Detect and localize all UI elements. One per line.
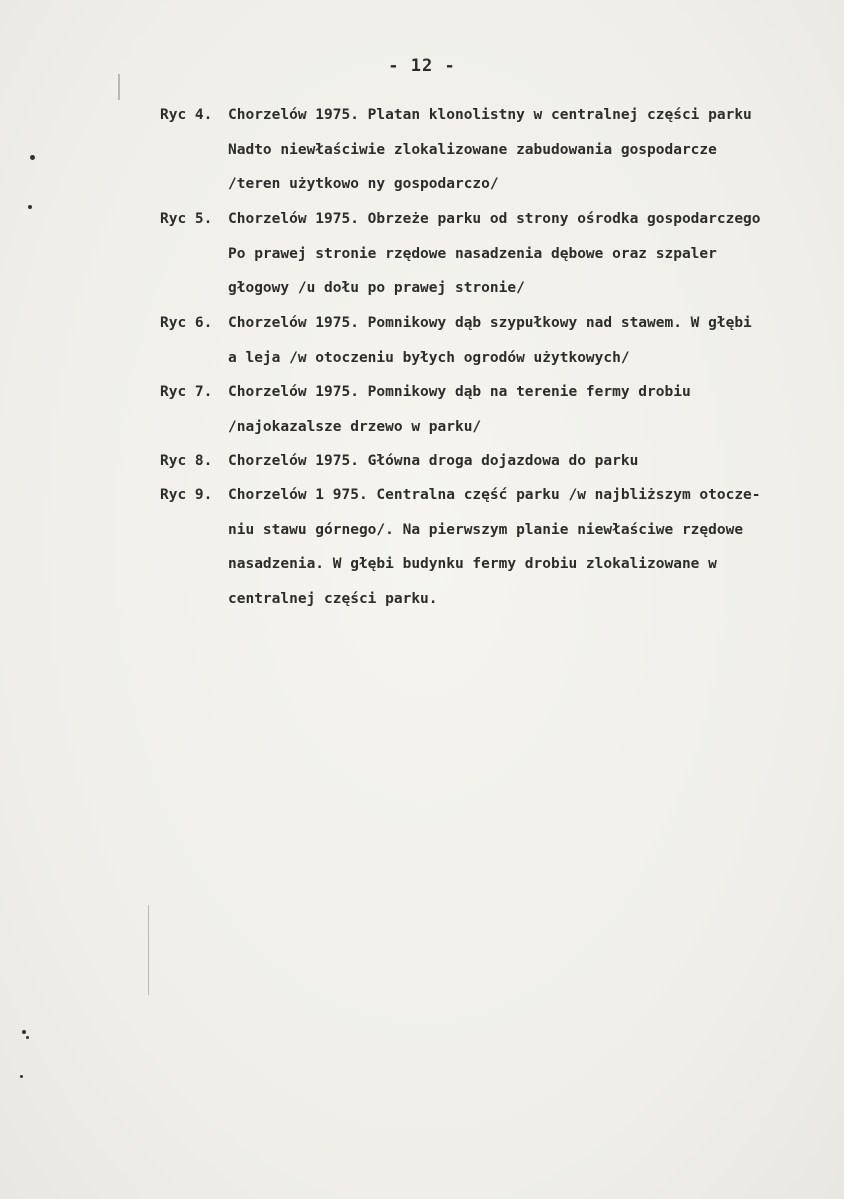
- page-number: - 12 -: [388, 56, 456, 76]
- caption-line: [160, 167, 844, 202]
- caption-line: [160, 410, 844, 445]
- caption-text: /teren użytkowo ny gospodarczo/: [228, 176, 499, 193]
- caption-line: [160, 547, 844, 582]
- caption-label: Ryc 4.: [160, 107, 213, 123]
- caption-line: [160, 202, 844, 237]
- caption-text: głogowy /u dołu po prawej stronie/: [228, 280, 525, 297]
- paper-speck: [22, 1030, 26, 1034]
- caption-entry: [160, 375, 844, 444]
- caption-text: Nadto niewłaściwie zlokalizowane zabudowania gospodarcze: [228, 141, 717, 158]
- paper-speck: [26, 1036, 29, 1039]
- caption-text: niu stawu górnego/. Na pierwszym planie niewłaściwe rzędowe: [228, 521, 744, 538]
- caption-text: a leja /w otoczeniu byłych ogrodów użytkowych/: [228, 349, 630, 366]
- caption-label: Ryc 9.: [160, 487, 213, 503]
- caption-line: [160, 306, 844, 341]
- caption-text: Chorzelów 1975. Platan klonolistny w centralnej części parku: [228, 107, 752, 123]
- caption-entry: [160, 202, 844, 306]
- paper-speck: [20, 1075, 23, 1078]
- caption-text: Po prawej stronie rzędowe nasadzenia dębowe oraz szpaler: [228, 245, 717, 262]
- caption-line: [160, 375, 844, 410]
- caption-text: Chorzelów 1975. Pomnikowy dąb na terenie fermy drobiu: [228, 384, 691, 400]
- caption-text: Chorzelów 1975. Pomnikowy dąb szypułkowy nad stawem. W głębi: [228, 315, 752, 331]
- caption-line: [160, 478, 844, 513]
- paper-speck: [30, 155, 35, 160]
- caption-label: Ryc 5.: [160, 211, 213, 227]
- caption-label: Ryc 6.: [160, 315, 213, 331]
- caption-label: Ryc 7.: [160, 384, 213, 400]
- caption-text: Chorzelów 1975. Obrzeże parku od strony ośrodka gospodarczego: [228, 211, 761, 227]
- caption-text: /najokazalsze drzewo w parku/: [228, 418, 482, 435]
- caption-line: [160, 341, 844, 376]
- caption-entry: [160, 98, 844, 202]
- caption-text: nasadzenia. W głębi budynku fermy drobiu zlokalizowane w: [228, 556, 717, 573]
- caption-entry: [160, 306, 844, 375]
- caption-text: Chorzelów 1975. Główna droga dojazdowa do parku: [228, 453, 639, 469]
- caption-line: [160, 133, 844, 168]
- caption-text: Chorzelów 1 975. Centralna część parku /w najbliższym otocze-: [228, 487, 761, 503]
- paper-speck: [118, 74, 120, 100]
- caption-label: Ryc 8.: [160, 453, 213, 469]
- caption-line: [160, 237, 844, 272]
- paper-speck: [28, 205, 32, 209]
- caption-line: [160, 444, 844, 479]
- caption-line: [160, 513, 844, 548]
- caption-entry: [160, 444, 844, 479]
- caption-line: [160, 582, 844, 617]
- caption-text: centralnej części parku.: [228, 590, 438, 607]
- caption-entry: [160, 478, 844, 616]
- caption-line: [160, 98, 844, 133]
- paper-speck: [148, 905, 149, 995]
- caption-line: [160, 271, 844, 306]
